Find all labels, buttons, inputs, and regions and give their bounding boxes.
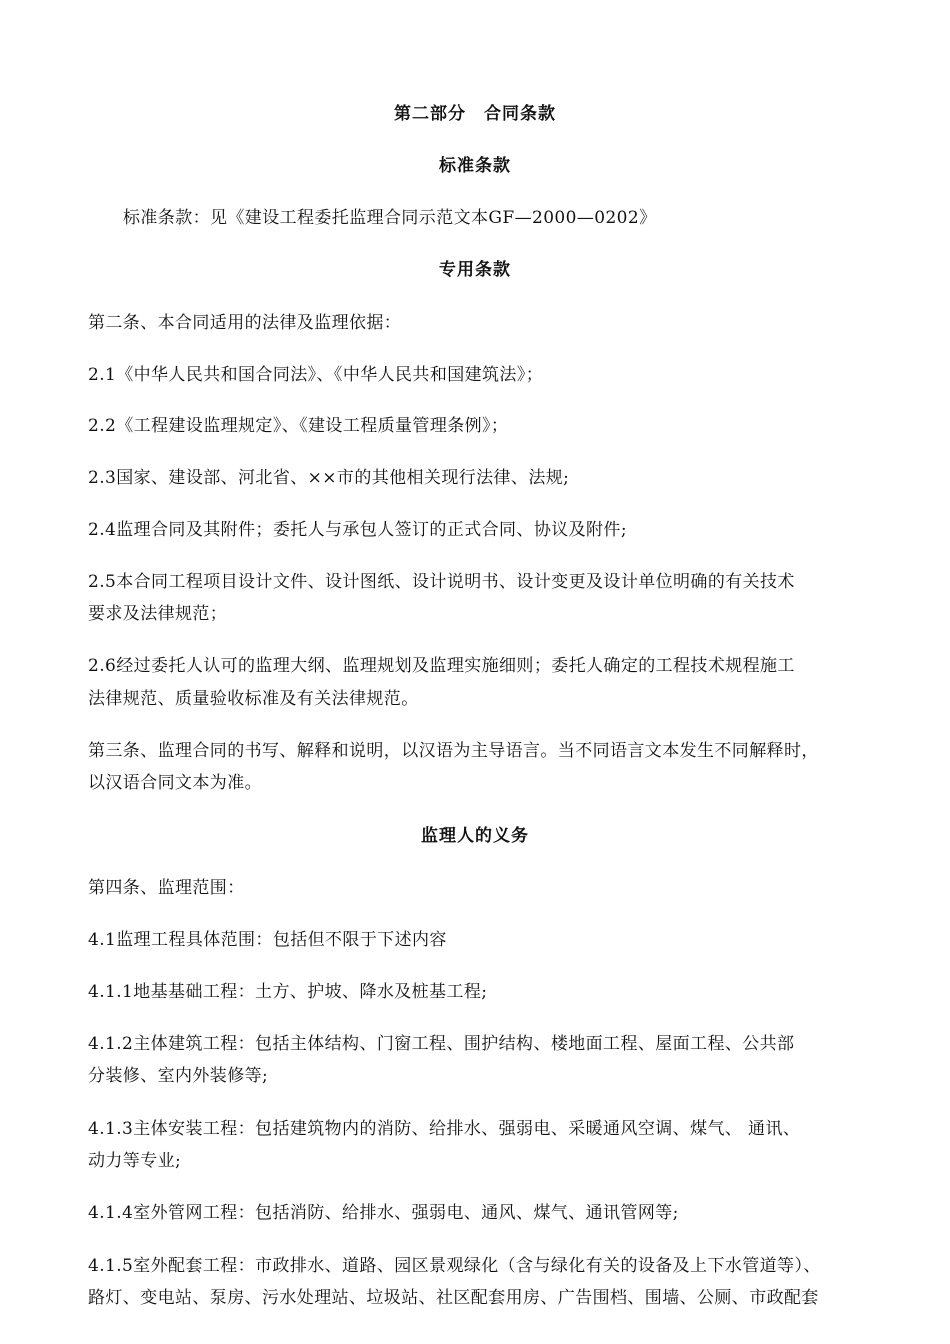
item-4-1-4: 4.1.4室外管网工程：包括消防、给排水、强弱电、通风、煤气、通讯管网等; (88, 1203, 679, 1223)
part-title: 第二部分 合同条款 (394, 104, 556, 124)
article-3-line-1: 第三条、监理合同的书写、解释和说明，以汉语为主导语言。当不同语言文本发生不同解释时， (88, 741, 819, 761)
item-2-3: 2.3国家、建设部、河北省、××市的其他相关现行法律、法规; (88, 468, 570, 488)
item-2-5-line-2: 要求及法律规范； (88, 604, 228, 624)
item-4-1-5-line-2: 路灯、变电站、泵房、污水处理站、垃圾站、社区配套用房、广告围档、围墙、公厕、市政配套 (88, 1288, 819, 1308)
item-4-1-2-line-2: 分装修、室内外装修等; (88, 1066, 269, 1086)
item-4-1-5-line-1: 4.1.5室外配套工程：市政排水、道路、园区景观绿化（含与绿化有关的设备及上下水管道等）、 (88, 1256, 821, 1276)
special-clauses-heading: 专用条款 (439, 260, 511, 280)
item-4-1-3-line-2: 动力等专业; (88, 1151, 182, 1171)
article-2-title: 第二条、本合同适用的法律及监理依据： (88, 313, 402, 333)
item-4-1-3-line-1: 4.1.3主体安装工程：包括建筑物内的消防、给排水、强弱电、采暖通风空调、煤气、 通讯、 (88, 1119, 801, 1139)
item-4-1-1: 4.1.1地基基础工程：土方、护坡、降水及桩基工程; (88, 982, 488, 1002)
item-2-2: 2.2《工程建设监理规定》、《建设工程质量管理条例》； (88, 416, 509, 436)
standard-clauses-text: 标准条款：见《建设工程委托监理合同示范文本GF—2000—0202》 (123, 208, 657, 228)
article-3-line-2: 以汉语合同文本为准。 (88, 773, 262, 793)
item-2-6-line-2: 法律规范、质量验收标准及有关法律规范。 (88, 689, 419, 709)
supervisor-duties-heading: 监理人的义务 (421, 826, 529, 846)
standard-clauses-heading: 标准条款 (439, 156, 511, 176)
item-2-5-line-1: 2.5本合同工程项目设计文件、设计图纸、设计说明书、设计变更及设计单位明确的有关技术 (88, 572, 795, 592)
article-4-title: 第四条、监理范围： (88, 878, 245, 898)
item-4-1-2-line-1: 4.1.2主体建筑工程：包括主体结构、门窗工程、围护结构、楼地面工程、屋面工程、公共部 (88, 1034, 795, 1054)
item-2-6-line-1: 2.6经过委托人认可的监理大纲、监理规划及监理实施细则；委托人确定的工程技术规程施工 (88, 656, 795, 676)
item-2-4: 2.4监理合同及其附件；委托人与承包人签订的正式合同、协议及附件; (88, 520, 627, 540)
item-2-1: 2.1《中华人民共和国合同法》、《中华人民共和国建筑法》； (88, 365, 544, 385)
item-4-1: 4.1监理工程具体范围：包括但不限于下述内容 (88, 930, 447, 950)
